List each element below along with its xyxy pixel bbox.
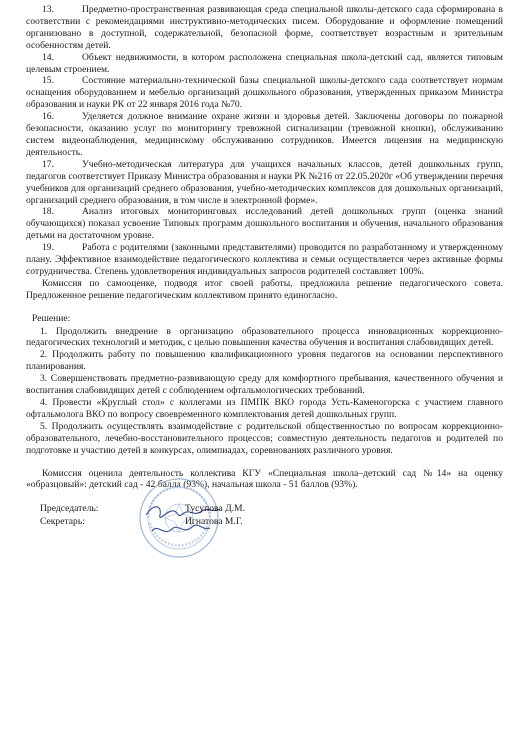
item-13 [26, 4, 503, 52]
item-text: Работа с родителями (законными представителями) проводится по разработанному и утвержденному плану. Эффективное взаимодействие педагогического коллектива и семьи осуществляется через активные формы сотрудничества. Степень удовлетворения индивидуальных запросов родителей составляет 100%. [26, 242, 503, 277]
item-number: 15. [42, 75, 54, 87]
item-text: Анализ итоговых мониторинговых исследований детей дошкольных групп (оценка знаний обучающихся) показал усвоение Типовых программ дошкольного воспитания и обучения, начального образования детьми на достаточном уровне. [26, 206, 503, 242]
signature-name: Тусупова Д.М. [185, 503, 245, 515]
item-number: 13. [42, 4, 54, 15]
numbered-items [26, 4, 503, 278]
item-number: 18. [42, 206, 54, 218]
item-16 [26, 111, 503, 159]
decision-point-1: 1. Продолжить внедрение в организацию образовательного процесса инновационных коррекционно-педагогических технологий и методик, с целью повышения качества обучения и воспитания слабовидящих детей. [26, 325, 503, 349]
decision-point-5: 5. Продолжить осуществлять взаимодействие с родительской общественностью по вопросам коррекционно-образовательного, лечебно-восстановительного процессов; совместную деятельность педагогов и родителей по подготовке и участию детей в конкурсах, олимпиадах, соревнованиях различного уровня. [26, 420, 503, 456]
spacer [26, 457, 503, 468]
signature-row-secretary [40, 516, 340, 528]
evaluation-paragraph: Комиссия оценила деятельность коллектива КГУ «Специальная школа–детский сад №14» на оценку «образцовый»: детский сад - 42 балла (93%), начальная школа - 51 баллов (93%). [26, 467, 503, 491]
item-text: Уделяется должное внимание охране жизни и здоровья детей. Заключены договоры по пожарной безопасности, оказанию услуг по мониторингу тревожной сигнализации (тревожной кнопки), обслуживанию систем видеонаблюдения, медицинскому обслуживанию сотрудников. Имеется лицензия на медицинскую деятельность. [26, 111, 503, 158]
decision-point-2: 2. Продолжить работу по повышению квалификационного уровня педагогов на основании перспективного планирования. [26, 349, 503, 373]
decision-title: Решение: [32, 312, 71, 324]
item-17 [26, 159, 503, 207]
item-text: Состояние материально-технической базы специальной школы-детского сада соответствует нормам оснащения оборудованием и мебелью организаций дошкольного образования, утвержденных приказом Министра образования и науки РК от 22 января 2016 года №70. [26, 75, 503, 111]
commission-paragraph: Комиссия по самооценке, подводя итог своей работы, предложила решение педагогического совета. Предложенное решение педагогическим коллективом принято единогласно. [26, 277, 503, 301]
signature-name: Игнатова М.Г. [185, 516, 243, 528]
spacer [26, 302, 503, 313]
item-19 [26, 242, 503, 278]
item-text: Предметно-пространственная развивающая среда специальной школы-детского сада сформирована в соответствии с рекомендациями инструктивно-методических писем. Оборудование и оформление помещений организовано в доступной, содержательной, безопасной форме, соответствует возрастным и зрительным особенностям детей. [26, 4, 503, 51]
item-14 [26, 52, 503, 76]
signature-role: Секретарь: [40, 516, 85, 528]
signature-role: Председатель: [40, 503, 99, 515]
item-text: Объект недвижимости, в котором расположена специальная школа-детский сад, является типовым целевым строением. [26, 51, 503, 75]
decision-section [26, 313, 503, 457]
item-text: Учебно-методическая литература для учащихся начальных классов, детей дошкольных групп, педагогов соответствует Приказу Министра образования и науки РК №216 от 22.05.2020г «Об утверждении перечня учебников для организаций среднего образования, учебно-методических комплексов для дошкольных организаций, организаций среднего образования, в том числе в электронной форме». [26, 158, 503, 206]
signature-block [26, 497, 503, 557]
item-18 [26, 206, 503, 242]
item-number: 19. [42, 242, 54, 254]
item-number: 16. [42, 111, 54, 123]
item-15 [26, 75, 503, 111]
item-number: 17. [42, 158, 54, 170]
decision-point-3: 3. Совершенствовать предметно-развивающую среду для комфортного пребывания, качественного обучения и воспитания слабовидящих детей с соблюдением офтальмологических требований. [26, 373, 503, 397]
decision-point-4: 4. Провести «Круглый стол» с коллегами из ПМПК ВКО города Усть-Каменогорска с участием главного офтальмолога ВКО по вопросу своевременного комплектования детей дошкольных групп. [26, 397, 503, 420]
item-number: 14. [42, 51, 54, 63]
signature-row-chair [40, 503, 340, 515]
